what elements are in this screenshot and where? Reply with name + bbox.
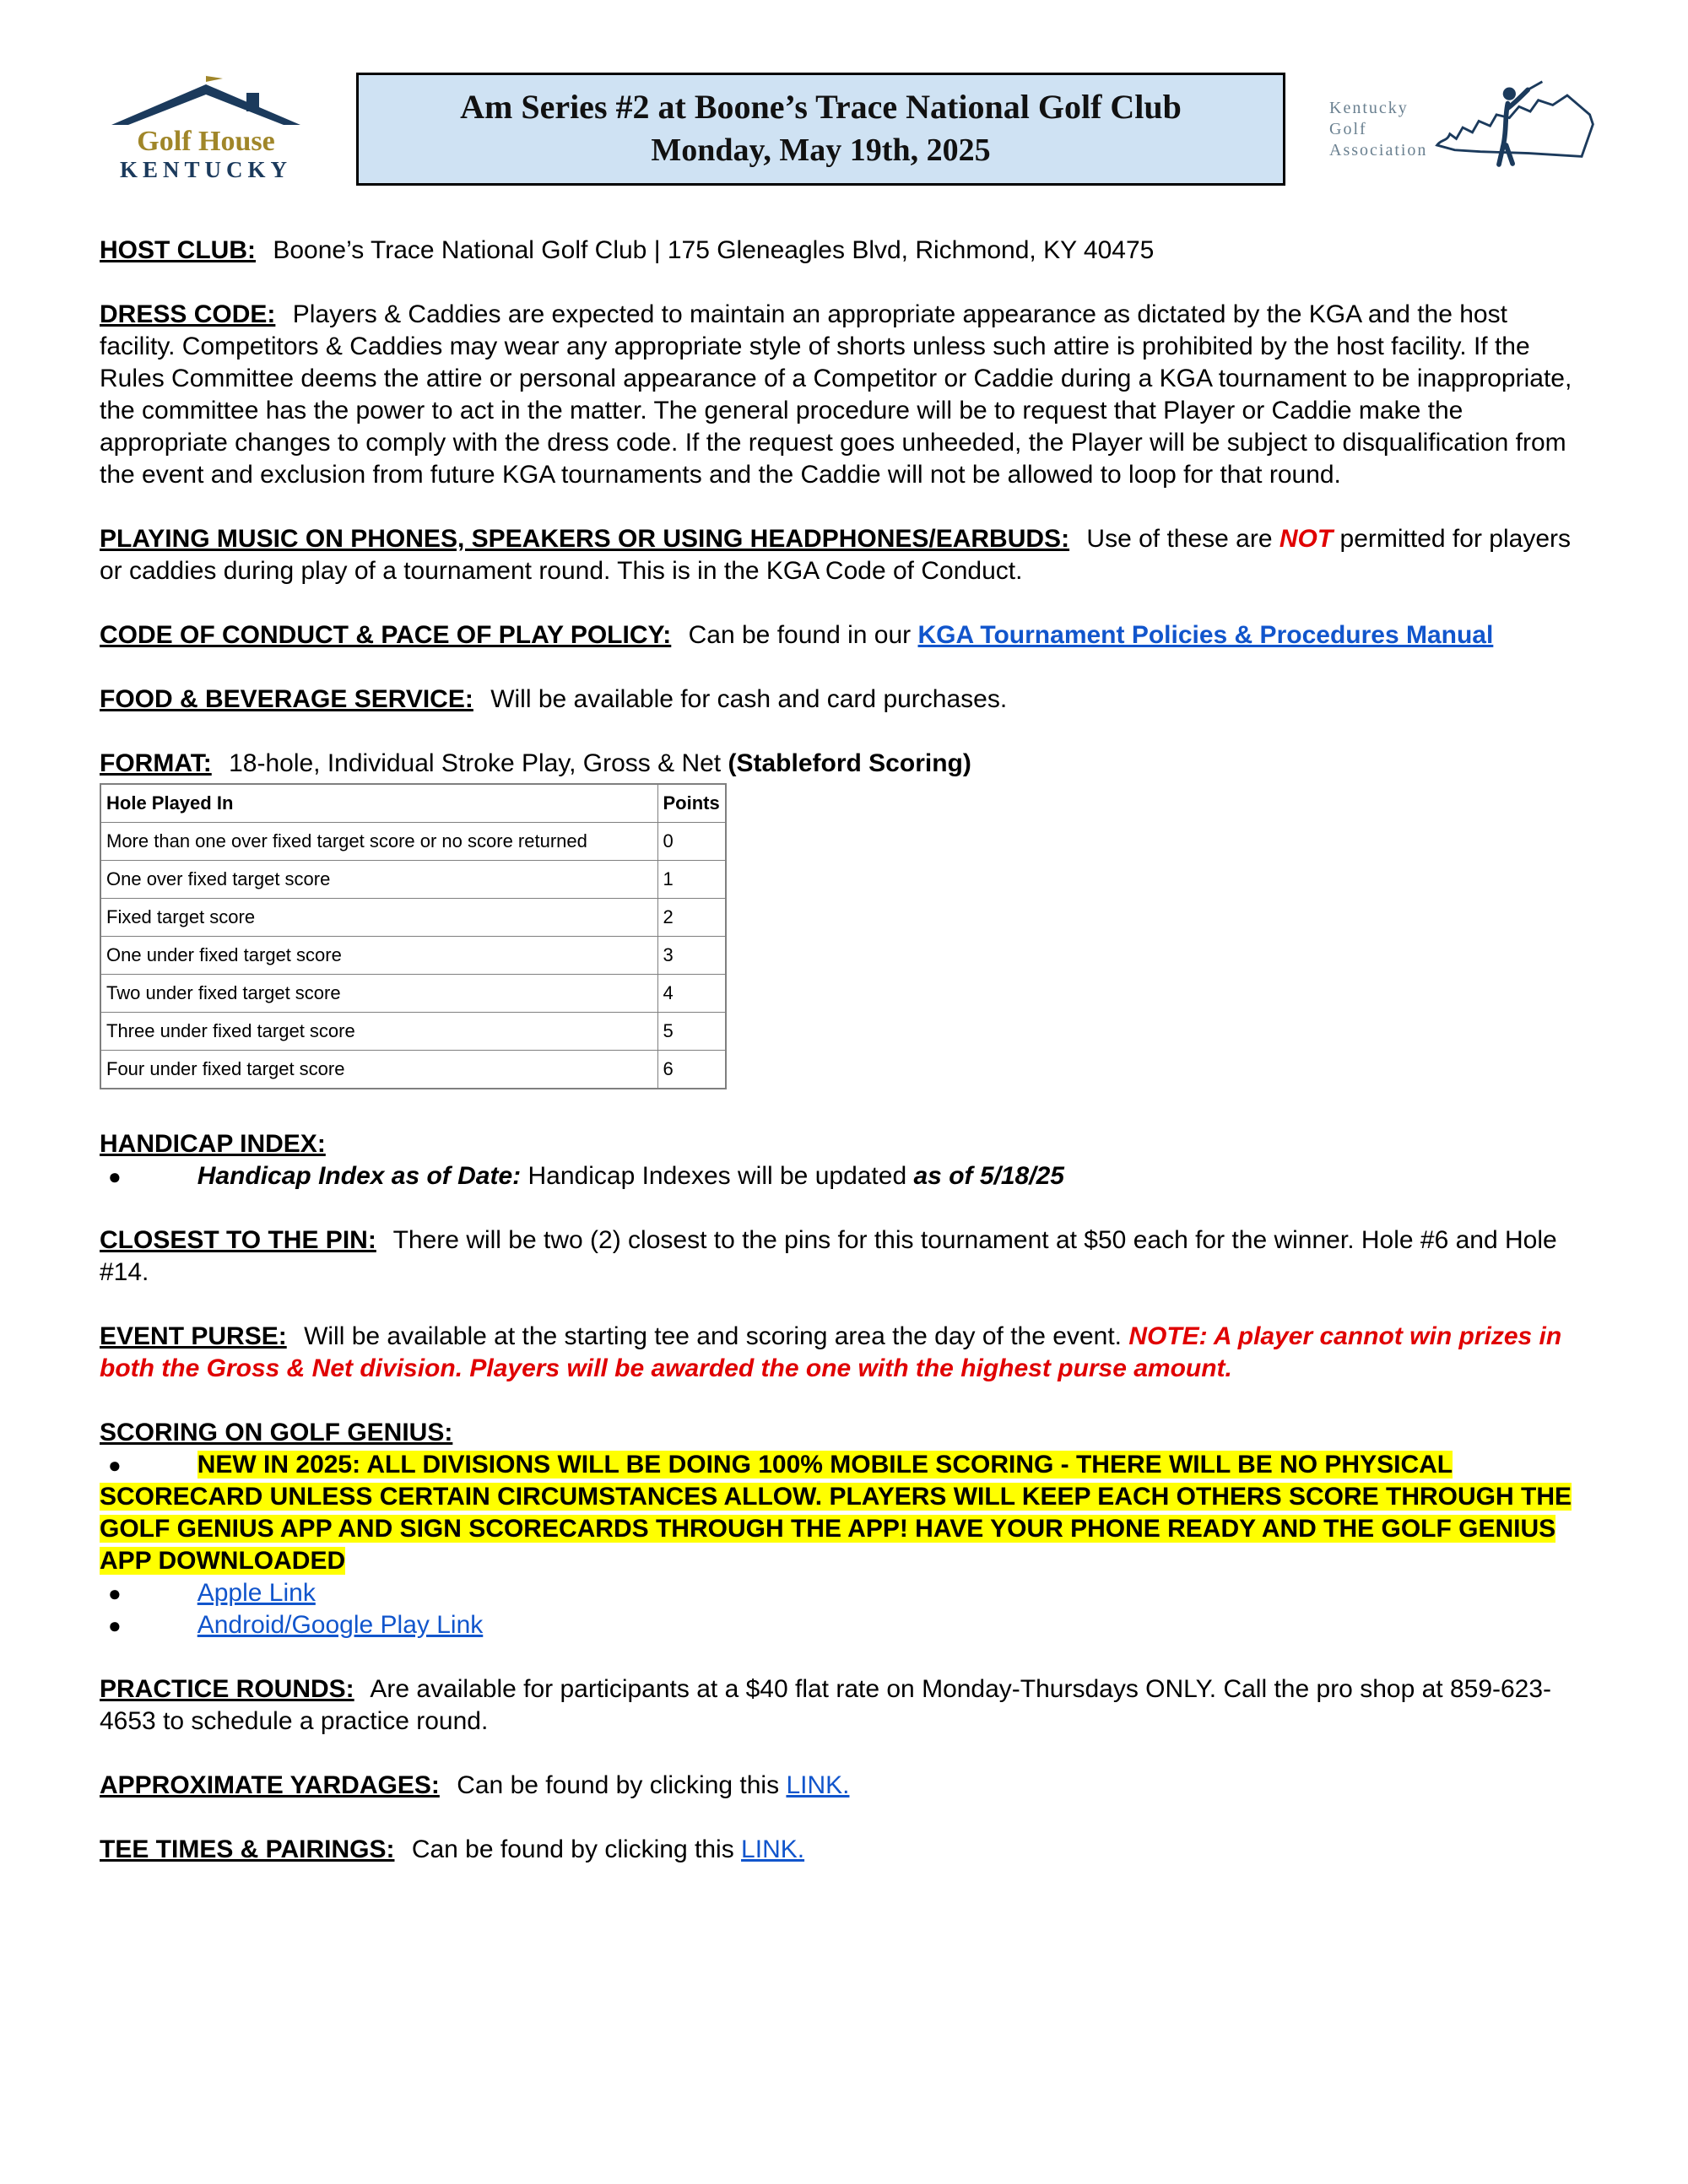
code-of-conduct-text: Can be found in our (688, 621, 912, 649)
yardages-section (100, 1770, 1588, 1802)
table-row (100, 823, 726, 861)
code-of-conduct-label: CODE OF CONDUCT & PACE OF PLAY POLICY: (100, 621, 672, 649)
event-purse-text: Will be available at the starting tee and scoring area the day of the event. (304, 1322, 1122, 1350)
format-section (100, 748, 1588, 780)
format-label: FORMAT: (100, 749, 212, 777)
format-text: 18-hole, Individual Stroke Play, Gross & Net (229, 749, 722, 777)
document-body (0, 186, 1688, 1866)
column-header-hole-played: Hole Played In (100, 784, 657, 823)
scoring-highlighted-text: NEW IN 2025: ALL DIVISIONS WILL BE DOING 100% MOBILE SCORING - THERE WILL BE NO PHYSICAL SCORECARD UNLESS CERTAIN CIRCUMSTANCES ALLOW. PLAYERS WILL KEEP EACH OTHERS SCORE THROUGH THE GOLF GENIUS APP AND SIGN SCORECARDS THROUGH THE APP! HAVE YOUR PHONE READY AND THE GOLF GENIUS APP DOWNLOADED (100, 1451, 1572, 1575)
kga-logo-text-line: Association (1329, 140, 1428, 159)
house-roof-icon (105, 74, 307, 127)
closest-to-pin-label: CLOSEST TO THE PIN: (100, 1226, 376, 1254)
table-cell-hole: More than one over fixed target score or no score returned (100, 823, 657, 861)
stableford-points-table (100, 783, 727, 1089)
music-policy-text-post: permitted for players or caddies during play of a tournament round. This is in the KGA Code of Conduct. (100, 525, 1571, 585)
bullet-icon: ● (108, 1164, 122, 1189)
golf-house-logo-name: Golf House (137, 126, 275, 157)
table-row (100, 1051, 726, 1089)
host-club-section (100, 235, 1588, 267)
practice-rounds-section (100, 1673, 1588, 1738)
tee-times-label: TEE TIMES & PAIRINGS: (100, 1835, 395, 1863)
scoring-mobile-bullet-item (100, 1449, 1588, 1577)
host-club-text: Boone’s Trace National Golf Club | 175 Gleneagles Blvd, Richmond, KY 40475 (273, 236, 1155, 264)
host-club-label: HOST CLUB: (100, 236, 256, 264)
handicap-text: Handicap Indexes will be updated (528, 1162, 907, 1190)
table-cell-points: 0 (657, 823, 726, 861)
golf-house-kentucky-logo (100, 73, 312, 182)
food-beverage-label: FOOD & BEVERAGE SERVICE: (100, 685, 473, 713)
table-cell-points: 1 (657, 861, 726, 899)
table-cell-points: 2 (657, 899, 726, 937)
handicap-index-label: HANDICAP INDEX: (100, 1130, 326, 1158)
code-of-conduct-section (100, 619, 1588, 651)
event-purse-section (100, 1321, 1588, 1385)
table-cell-hole: Three under fixed target score (100, 1013, 657, 1051)
food-beverage-section (100, 684, 1588, 716)
kga-logo-text-line: Golf (1329, 119, 1367, 138)
practice-rounds-label: PRACTICE ROUNDS: (100, 1675, 354, 1703)
yardages-text: Can be found by clicking this (457, 1771, 780, 1799)
event-title: Am Series #2 at Boone’s Trace National Golf Club (460, 88, 1182, 126)
music-policy-text-pre: Use of these are (1086, 525, 1273, 553)
table-cell-hole: Four under fixed target score (100, 1051, 657, 1089)
kentucky-golfer-icon (1431, 79, 1599, 179)
tee-times-section (100, 1834, 1588, 1866)
table-cell-hole: Fixed target score (100, 899, 657, 937)
table-cell-hole: One under fixed target score (100, 937, 657, 975)
music-policy-label: PLAYING MUSIC ON PHONES, SPEAKERS OR USING HEADPHONES/EARBUDS: (100, 525, 1070, 553)
music-policy-section (100, 523, 1588, 587)
format-scoring-bold: (Stableford Scoring) (728, 749, 971, 777)
bullet-icon: ● (108, 1581, 122, 1606)
table-cell-hole: One over fixed target score (100, 861, 657, 899)
event-date: Monday, May 19th, 2025 (651, 132, 991, 168)
tee-times-link[interactable]: LINK. (741, 1835, 805, 1863)
document-header (0, 0, 1688, 186)
practice-rounds-text: Are available for participants at a $40 flat rate on Monday-Thursdays ONLY. Call the pro shop at 859-623-4653 to schedule a practice round. (100, 1675, 1552, 1735)
music-policy-not: NOT (1279, 525, 1334, 553)
bullet-icon: ● (108, 1613, 122, 1638)
dress-code-text: Players & Caddies are expected to maintain an appropriate appearance as dictated by the KGA and the host facility. Competitors & Caddies may wear any appropriate style of shorts unless such attire is prohibited by the host facility. If the Rules Committee deems the attire or personal appearance of a Competitor or Caddie during a KGA tournament to be inappropriate, the committee has the power to act in the matter. The general procedure will be to request that Player or Caddie make the appropriate changes to comply with the dress code. If the request goes unheeded, the Player will be subject to disqualification from the event and exclusion from future KGA tournaments and the Caddie will not be allowed to loop for that round. (100, 300, 1572, 489)
points-table-header-row (100, 784, 726, 823)
yardages-label: APPROXIMATE YARDAGES: (100, 1771, 440, 1799)
scoring-heading (100, 1417, 1588, 1449)
golf-house-logo-kentucky: KENTUCKY (119, 157, 292, 182)
dress-code-label: DRESS CODE: (100, 300, 276, 328)
closest-to-pin-section (100, 1224, 1588, 1289)
table-cell-points: 3 (657, 937, 726, 975)
dress-code-section (100, 299, 1588, 491)
food-beverage-text: Will be available for cash and card purchases. (490, 685, 1008, 713)
closest-to-pin-text: There will be two (2) closest to the pins for this tournament at $50 each for the winner. Hole #6 and Hole #14. (100, 1226, 1557, 1286)
table-cell-hole: Two under fixed target score (100, 975, 657, 1013)
table-row (100, 861, 726, 899)
kga-logo-text (1329, 98, 1427, 161)
android-google-play-link[interactable]: Android/Google Play Link (197, 1611, 484, 1639)
apple-link-bullet-item (100, 1577, 1588, 1609)
event-purse-label: EVENT PURSE: (100, 1322, 287, 1350)
handicap-index-bullet-item (100, 1160, 1588, 1192)
kentucky-golf-association-logo (1329, 73, 1608, 179)
android-link-bullet-item (100, 1609, 1588, 1641)
table-cell-points: 5 (657, 1013, 726, 1051)
column-header-points: Points (657, 784, 726, 823)
kga-policies-manual-link[interactable]: KGA Tournament Policies & Procedures Manual (917, 621, 1494, 649)
table-cell-points: 6 (657, 1051, 726, 1089)
tee-times-text: Can be found by clicking this (411, 1835, 734, 1863)
yardages-link[interactable]: LINK. (786, 1771, 850, 1799)
handicap-date-value: as of 5/18/25 (913, 1162, 1064, 1190)
event-purse-note: NOTE: A player cannot win prizes in both the Gross & Net division. Players will be awarded the one with the highest purse amount. (100, 1322, 1562, 1382)
bullet-icon: ● (108, 1452, 122, 1478)
event-title-banner (356, 73, 1285, 186)
kga-logo-text-line: Kentucky (1329, 98, 1409, 117)
table-row (100, 975, 726, 1013)
table-row (100, 899, 726, 937)
scoring-label: SCORING ON GOLF GENIUS: (100, 1419, 453, 1446)
table-row (100, 1013, 726, 1051)
table-row (100, 937, 726, 975)
handicap-date-label: Handicap Index as of Date: (197, 1162, 522, 1190)
table-cell-points: 4 (657, 975, 726, 1013)
apple-link[interactable]: Apple Link (197, 1579, 316, 1607)
handicap-index-heading (100, 1128, 1588, 1160)
